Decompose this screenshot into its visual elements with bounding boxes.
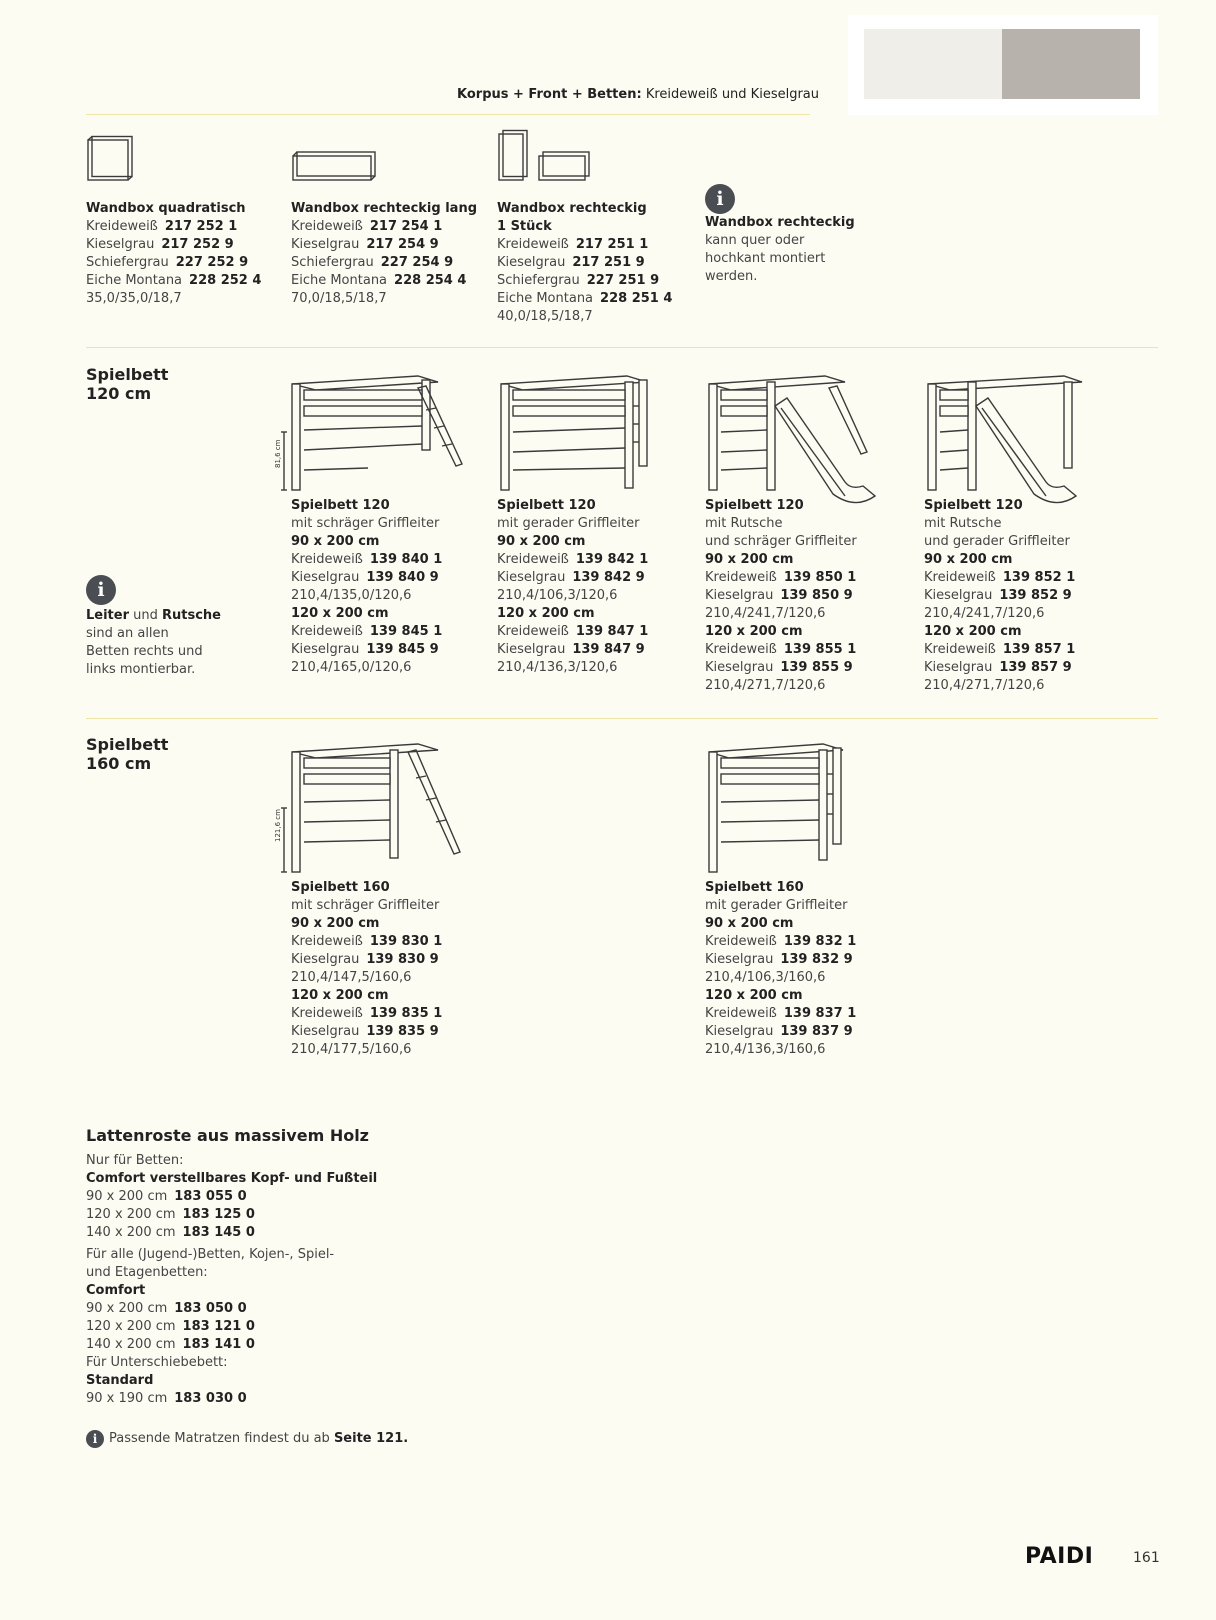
- mattress-size: 120 x 200 cm: [705, 624, 803, 639]
- dimensions: 210,4/106,3/120,6: [497, 588, 618, 603]
- swatch-kreideweiss: [864, 29, 1002, 99]
- header-label: [457, 86, 819, 104]
- product-title: Spielbett 120: [705, 498, 804, 513]
- color-name: Schiefergrau: [497, 273, 580, 288]
- lattenroste-list: Nur für Betten: Comfort verstellbares Kopf- und Fußteil 90 x 200 cm 183 055 0 120 x 200 cm 183 125 0 140 x 200 cm 183 145 0 Für alle (Jugend-)Betten, Kojen-, Spiel- und Etagenbetten: Comfort 90 x 200 cm 183 050 0 120 x 200 cm 183 121 0 140 x 200 cm 183 141 0 Für Unterschiebebett: Standard 90 x 190 cm 183 030 0: [86, 1153, 378, 1406]
- article-number: 139 835 9: [366, 1024, 439, 1039]
- spielbett-160-gerade-drawing: [705, 738, 865, 878]
- color-name: Eiche Montana: [497, 291, 594, 306]
- section-title-spielbett-160: Spielbett 160 cm: [86, 735, 169, 773]
- info-icon: i: [86, 575, 116, 605]
- wandbox-rechteckig-lang-info: [291, 200, 477, 308]
- article-number: 139 847 9: [572, 642, 645, 657]
- dimensions: 210,4/271,7/120,6: [924, 678, 1045, 693]
- wandbox-rechteckig-lang-drawing: [291, 150, 377, 182]
- product-title: Spielbett 160: [705, 880, 804, 895]
- product-description: mit gerader Griffleiter: [705, 898, 848, 913]
- mattress-size: 90 x 200 cm: [705, 916, 794, 931]
- brand-logo: PAIDI: [1025, 1544, 1094, 1569]
- header-rule: [86, 114, 810, 115]
- spielbett-120-gerade-info: Spielbett 120 mit gerader Griffleiter 90 x 200 cm Kreideweiß 139 842 1 Kieselgrau 139 842 9 210,4/106,3/120,6 120 x 200 cm Kreideweiß 139 847 1 Kieselgrau 139 847 9 210,4/136,3/120,6: [497, 498, 649, 675]
- article-number: 139 830 1: [369, 934, 443, 949]
- mattress-size: 120 x 200 cm: [291, 988, 389, 1003]
- article-number: 217 254 9: [366, 237, 439, 252]
- article-number: 139 835 1: [369, 1006, 443, 1021]
- article-number: 139 842 1: [575, 552, 649, 567]
- height-dimension-label: 81,6 cm: [274, 439, 282, 468]
- dimensions: 210,4/136,3/160,6: [705, 1042, 826, 1057]
- mounting-note: Leiter und Rutsche sind an allen Betten rechts und links montierbar.: [86, 608, 221, 677]
- dimensions: 210,4/165,0/120,6: [291, 660, 412, 675]
- dimensions: 210,4/241,7/120,6: [924, 606, 1045, 621]
- mattress-size: 120 x 200 cm: [705, 988, 803, 1003]
- article-number: 228 252 4: [189, 273, 262, 288]
- spielbett-120-schraeg-info: Spielbett 120 mit schräger Griffleiter 90 x 200 cm Kreideweiß 139 840 1 Kieselgrau 139 840 9 210,4/135,0/120,6 120 x 200 cm Kreideweiß 139 845 1 Kieselgrau 139 845 9 210,4/165,0/120,6: [291, 498, 443, 675]
- dimensions: 210,4/147,5/160,6: [291, 970, 412, 985]
- spielbett-120-schraeg-drawing: [268, 370, 468, 500]
- product-title: Wandbox rechteckig lang: [291, 201, 478, 216]
- spielbett-120-rutsche-gerade-info: Spielbett 120 mit Rutsche und gerader Griffleiter 90 x 200 cm Kreideweiß 139 852 1 Kieselgrau 139 852 9 210,4/241,7/120,6 120 x 200 cm Kreideweiß 139 857 1 Kieselgrau 139 857 9 210,4/271,7/120,6: [924, 498, 1076, 693]
- product-subtitle: 1 Stück: [497, 219, 552, 234]
- product-description: mit gerader Griffleiter: [497, 516, 640, 531]
- product-title: Spielbett 120: [291, 498, 390, 513]
- article-number: 228 251 4: [600, 291, 673, 306]
- article-number: 228 254 4: [394, 273, 467, 288]
- mattress-size: 90 x 200 cm: [291, 534, 380, 549]
- article-number: 139 852 9: [999, 588, 1072, 603]
- color-name: Kieselgrau: [497, 255, 566, 270]
- color-swatch-panel: [848, 15, 1158, 115]
- article-number: 217 251 1: [575, 237, 649, 252]
- note-line: kann quer oder: [705, 233, 805, 248]
- product-title: Wandbox rechteckig: [497, 201, 647, 216]
- article-number: 139 852 1: [1002, 570, 1076, 585]
- mattress-size: 90 x 200 cm: [291, 916, 380, 931]
- color-name: Schiefergrau: [291, 255, 374, 270]
- article-number: 217 252 9: [161, 237, 234, 252]
- page-number: 161: [1133, 1550, 1160, 1566]
- dimensions: 210,4/241,7/120,6: [705, 606, 826, 621]
- wandbox-quadratisch-drawing: [86, 136, 136, 184]
- section-title-spielbett-120: Spielbett 120 cm: [86, 365, 169, 403]
- mattress-size: 120 x 200 cm: [291, 606, 389, 621]
- mattress-size: 90 x 200 cm: [705, 552, 794, 567]
- product-description: mit schräger Griffleiter: [291, 898, 440, 913]
- color-name: Kieselgrau: [291, 237, 360, 252]
- mattress-size: 120 x 200 cm: [497, 606, 595, 621]
- note-title: Wandbox rechteckig: [705, 215, 855, 230]
- spielbett-160-schraeg-drawing: [268, 738, 468, 878]
- article-number: 139 840 9: [366, 570, 439, 585]
- wandbox-rechteckig-drawing: [497, 130, 592, 182]
- article-number: 139 842 9: [572, 570, 645, 585]
- wandbox-quadratisch-info: [86, 200, 261, 308]
- article-number: 217 251 9: [572, 255, 645, 270]
- info-icon: i: [86, 1430, 104, 1448]
- swatch-kieselgrau: [1002, 29, 1140, 99]
- section-rule: [86, 347, 1158, 348]
- article-number: 227 252 9: [175, 255, 249, 270]
- product-description: mit Rutsche: [924, 516, 1002, 531]
- color-name: Schiefergrau: [86, 255, 169, 270]
- spielbett-160-schraeg-info: Spielbett 160 mit schräger Griffleiter 90 x 200 cm Kreideweiß 139 830 1 Kieselgrau 139 830 9 210,4/147,5/160,6 120 x 200 cm Kreideweiß 139 835 1 Kieselgrau 139 835 9 210,4/177,5/160,6: [291, 880, 443, 1057]
- note-line: werden.: [705, 269, 758, 284]
- dimensions: 210,4/135,0/120,6: [291, 588, 412, 603]
- article-number: 139 837 9: [780, 1024, 853, 1039]
- lattenrost-name: Standard: [86, 1373, 154, 1388]
- product-title: Spielbett 120: [924, 498, 1023, 513]
- product-title: Spielbett 160: [291, 880, 390, 895]
- color-name: Kieselgrau: [86, 237, 155, 252]
- article-number: 139 850 1: [783, 570, 857, 585]
- article-number: 139 837 1: [783, 1006, 857, 1021]
- article-number: 139 857 1: [1002, 642, 1076, 657]
- dimensions: 210,4/177,5/160,6: [291, 1042, 412, 1057]
- product-description: und gerader Griffleiter: [924, 534, 1070, 549]
- dimensions: 70,0/18,5/18,7: [291, 291, 387, 306]
- dimensions: 35,0/35,0/18,7: [86, 291, 182, 306]
- color-name: Kreideweiß: [86, 219, 158, 234]
- lattenrost-name: Comfort verstellbares Kopf- und Fußteil: [86, 1171, 378, 1186]
- mattress-size: 120 x 200 cm: [924, 624, 1022, 639]
- height-dimension-label: 121,6 cm: [274, 809, 282, 842]
- spielbett-120-rutsche-schraeg-info: Spielbett 120 mit Rutsche und schräger Griffleiter 90 x 200 cm Kreideweiß 139 850 1 Kieselgrau 139 850 9 210,4/241,7/120,6 120 x 200 cm Kreideweiß 139 855 1 Kieselgrau 139 855 9 210,4/271,7/120,6: [705, 498, 857, 693]
- dimensions: 40,0/18,5/18,7: [497, 309, 593, 324]
- article-number: 139 832 1: [783, 934, 857, 949]
- dimensions: 210,4/136,3/120,6: [497, 660, 618, 675]
- article-number: 139 855 9: [780, 660, 853, 675]
- mattress-size: 90 x 200 cm: [497, 534, 586, 549]
- mattress-size: 90 x 200 cm: [924, 552, 1013, 567]
- lattenrost-name: Comfort: [86, 1283, 146, 1298]
- color-name: Kreideweiß: [497, 237, 569, 252]
- color-name: Eiche Montana: [86, 273, 183, 288]
- page-reference-link[interactable]: Seite 121.: [333, 1431, 409, 1446]
- product-title: Wandbox quadratisch: [86, 201, 246, 216]
- note-line: hochkant montiert: [705, 251, 826, 266]
- article-number: 139 847 1: [575, 624, 649, 639]
- header-label-rest: Kreideweiß und Kieselgrau: [645, 87, 820, 102]
- product-title: Spielbett 120: [497, 498, 596, 513]
- info-icon: i: [705, 184, 735, 214]
- article-number: 139 840 1: [369, 552, 443, 567]
- article-number: 139 855 1: [783, 642, 857, 657]
- header-label-bold: Korpus + Front + Betten:: [457, 87, 642, 102]
- product-description: mit Rutsche: [705, 516, 783, 531]
- color-name: Kreideweiß: [291, 219, 363, 234]
- article-number: 139 830 9: [366, 952, 439, 967]
- product-description: und schräger Griffleiter: [705, 534, 857, 549]
- color-name: Eiche Montana: [291, 273, 388, 288]
- section-title-lattenroste: Lattenroste aus massivem Holz: [86, 1126, 369, 1145]
- article-number: 217 254 1: [369, 219, 443, 234]
- wandbox-mount-note: [705, 214, 855, 286]
- article-number: 139 857 9: [999, 660, 1072, 675]
- spielbett-160-gerade-info: Spielbett 160 mit gerader Griffleiter 90 x 200 cm Kreideweiß 139 832 1 Kieselgrau 139 832 9 210,4/106,3/160,6 120 x 200 cm Kreideweiß 139 837 1 Kieselgrau 139 837 9 210,4/136,3/160,6: [705, 880, 857, 1057]
- article-number: 139 845 9: [366, 642, 439, 657]
- article-number: 139 832 9: [780, 952, 853, 967]
- article-number: 139 845 1: [369, 624, 443, 639]
- article-number: 139 850 9: [780, 588, 853, 603]
- article-number: 227 254 9: [380, 255, 454, 270]
- article-number: 217 252 1: [164, 219, 238, 234]
- wandbox-rechteckig-info: [497, 200, 672, 326]
- dimensions: 210,4/271,7/120,6: [705, 678, 826, 693]
- mattress-reference-note: Passende Matratzen findest du ab Seite 121.: [109, 1431, 409, 1446]
- article-number: 227 251 9: [586, 273, 660, 288]
- spielbett-120-gerade-drawing: [497, 370, 667, 500]
- product-description: mit schräger Griffleiter: [291, 516, 440, 531]
- section-rule: [86, 718, 1158, 719]
- dimensions: 210,4/106,3/160,6: [705, 970, 826, 985]
